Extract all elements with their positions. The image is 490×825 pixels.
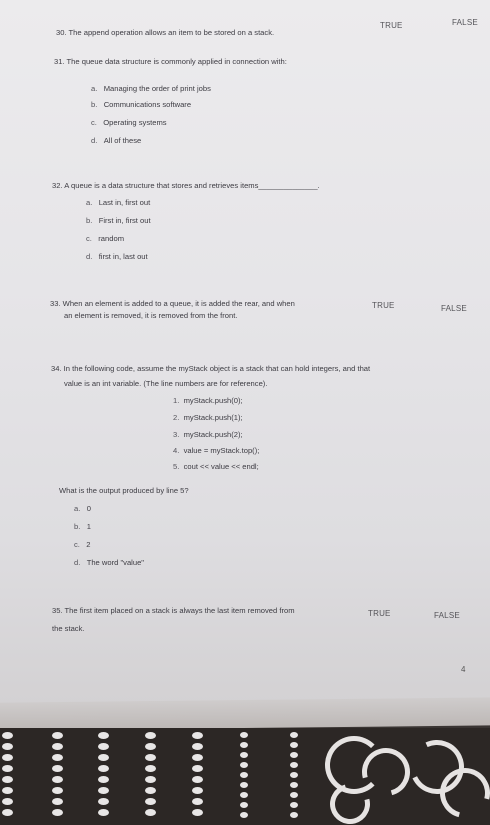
lower-sheet-edge (0, 697, 490, 730)
q30-text: 30. The append operation allows an item to be stored on a stack. (56, 28, 275, 37)
q35-text-line2: the stack. (52, 624, 85, 633)
q30-true-label: TRUE (380, 21, 403, 30)
background-fabric (0, 728, 490, 825)
code-line-5: 5. cout << value << endl; (173, 462, 259, 471)
q34-text-line2: value is an int variable. (The line numbers are for reference). (64, 379, 268, 388)
q32-option-b: b. First in, first out (86, 216, 151, 225)
fabric-dots (52, 732, 63, 820)
q35-text-line1: 35. The first item placed on a stack is always the last item removed from (52, 606, 295, 615)
q33-true-label: TRUE (372, 301, 395, 310)
fabric-dots (2, 732, 13, 820)
q35-true-label: TRUE (368, 609, 391, 618)
q32-option-d: d. first in, last out (86, 252, 148, 261)
fabric-dots (98, 732, 109, 820)
code-line-2: 2. myStack.push(1); (173, 413, 243, 422)
code-line-3: 3. myStack.push(2); (173, 430, 243, 439)
q35-false-label: FALSE (434, 611, 460, 620)
q32-option-c: c. random (86, 234, 125, 243)
q34-option-c: c. 2 (74, 540, 91, 549)
fabric-dots (192, 732, 203, 820)
q32-option-a: a. Last in, first out (86, 198, 151, 207)
q31-text: 31. The queue data structure is commonly applied in connection with: (54, 57, 287, 66)
q31-option-a: a. Managing the order of print jobs (91, 84, 211, 93)
q30-false-label: FALSE (452, 18, 478, 27)
code-line-4: 4. value = myStack.top(); (173, 446, 260, 455)
q33-text-line2: an element is removed, it is removed from the front. (64, 311, 238, 320)
q31-option-b: b. Communications software (91, 100, 192, 109)
q34-option-d: d. The word "value" (74, 558, 144, 567)
q33-false-label: FALSE (441, 304, 467, 313)
q34-option-a: a. 0 (74, 504, 91, 513)
code-line-1: 1. myStack.push(0); (173, 396, 243, 405)
fabric-dots (290, 732, 298, 822)
q33-text-line1: 33. When an element is added to a queue, it is added the rear, and when (50, 299, 295, 308)
fabric-dots (240, 732, 248, 822)
q32-text: 32. A queue is a data structure that stores and retrieves items______________. (52, 181, 320, 190)
fabric-dots (145, 732, 156, 820)
q31-option-d: d. All of these (91, 136, 142, 145)
q34-option-b: b. 1 (74, 522, 91, 531)
q31-option-c: c. Operating systems (91, 118, 167, 127)
q34-prompt: What is the output produced by line 5? (59, 486, 189, 495)
page-number: 4 (461, 665, 466, 674)
q34-text-line1: 34. In the following code, assume the myStack object is a stack that can hold integers, and that (51, 364, 371, 373)
